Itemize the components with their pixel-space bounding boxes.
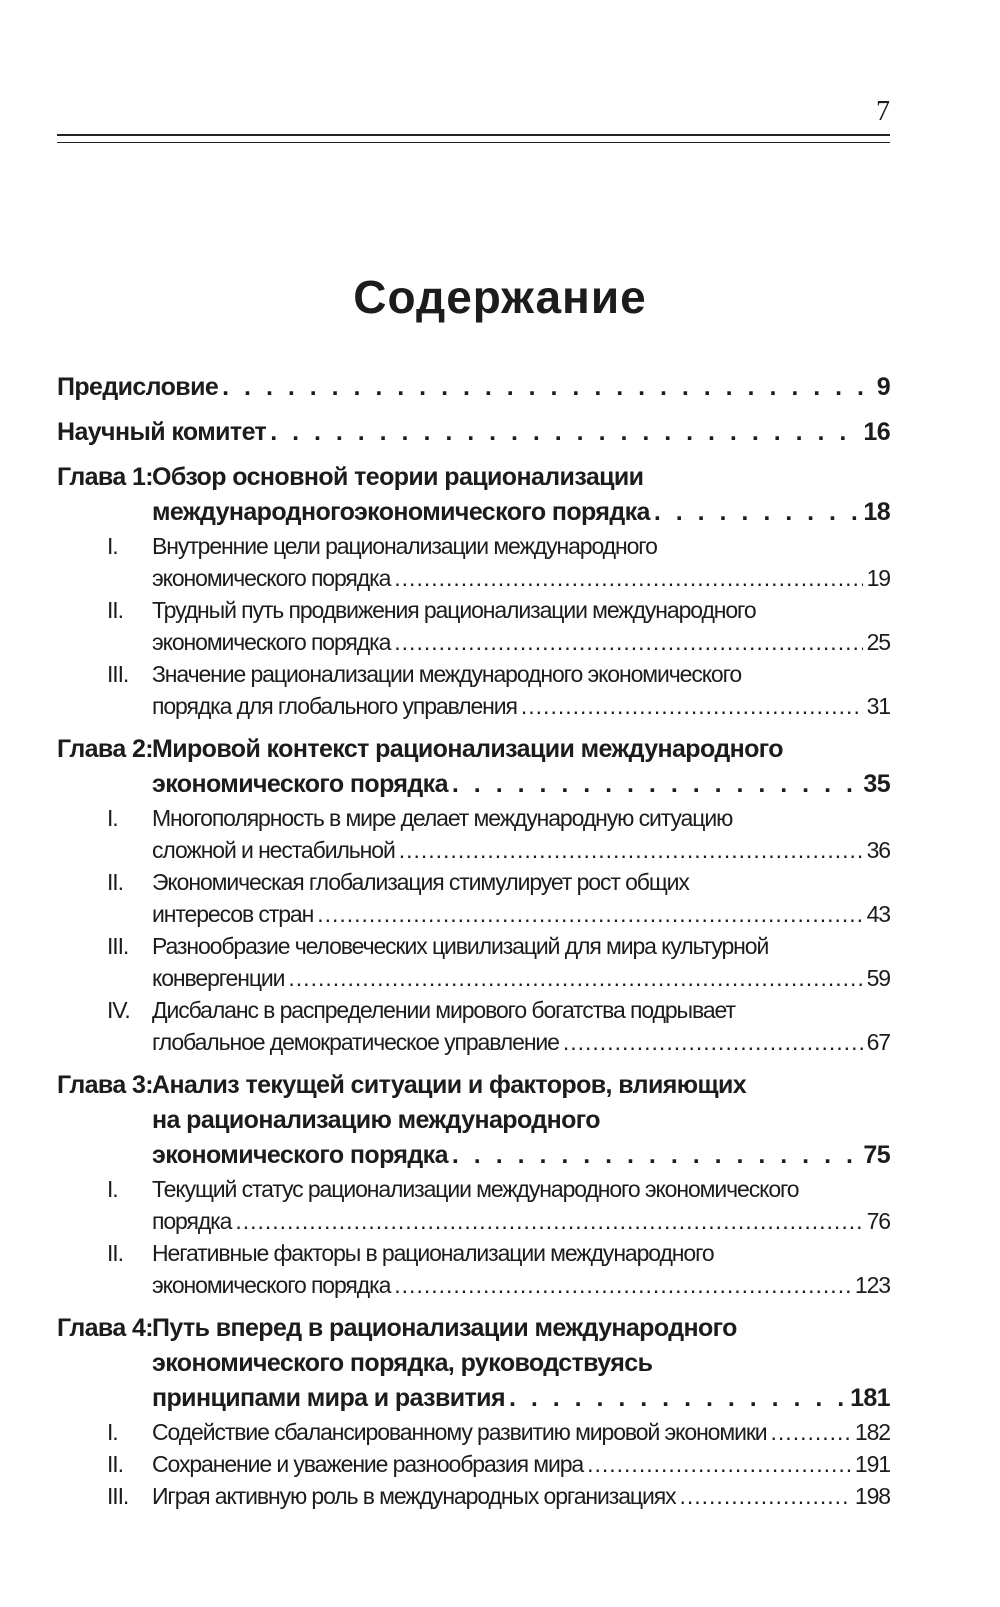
section-numeral: I. <box>107 1419 118 1445</box>
dot-leader <box>235 1205 862 1237</box>
toc-page-number: 9 <box>876 373 890 401</box>
section-title-line: Текущий статус рационализации международного экономического <box>152 1176 799 1202</box>
toc-page-number: 67 <box>866 1029 890 1055</box>
section-title-line: порядка <box>152 1208 232 1234</box>
toc-section-2-4[interactable] <box>57 994 890 1026</box>
dot-leader <box>399 834 863 866</box>
section-numeral: IV. <box>107 997 130 1023</box>
dot-leader <box>521 690 863 722</box>
toc-page-number: 35 <box>863 770 890 798</box>
section-numeral: II. <box>107 1240 123 1266</box>
dot-leader <box>654 495 860 530</box>
chapter-title-line: Обзор основной теории рационализации <box>152 463 644 491</box>
section-title-line: Дисбаланс в распределении мирового богатства подрывает <box>152 997 735 1023</box>
dot-leader <box>317 898 862 930</box>
section-numeral: II. <box>107 597 123 623</box>
section-title-line: Играя активную роль в международных организациях <box>152 1483 676 1509</box>
toc-section-3-2[interactable] <box>57 1237 890 1269</box>
dot-leader <box>679 1480 850 1512</box>
toc-section-2-3-cont[interactable] <box>57 962 890 994</box>
dot-leader <box>270 415 859 450</box>
toc-section-4-1[interactable] <box>57 1416 890 1448</box>
toc-chapter-3-line-1[interactable] <box>57 1068 890 1103</box>
toc-page-number: 16 <box>863 418 890 446</box>
section-title-line: порядка для глобального управления <box>152 693 517 719</box>
section-numeral: III. <box>107 933 129 959</box>
header-rule-thin <box>57 142 890 143</box>
toc-entry-preface[interactable] <box>57 370 890 405</box>
toc-section-2-1-cont[interactable] <box>57 834 890 866</box>
dot-leader <box>452 1138 859 1173</box>
toc-section-3-2-cont[interactable] <box>57 1269 890 1301</box>
toc-page-number: 36 <box>866 837 890 863</box>
toc-section-3-1-cont[interactable] <box>57 1205 890 1237</box>
toc-section-3-1[interactable] <box>57 1173 890 1205</box>
section-title-line: экономического порядка <box>152 1272 391 1298</box>
section-title-line: Разнообразие человеческих цивилизаций для мира культурной <box>152 933 769 959</box>
section-title-line: Трудный путь продвижения рационализации международного <box>152 597 756 623</box>
toc-section-1-1-cont[interactable] <box>57 562 890 594</box>
section-title-line: Значение рационализации международного экономического <box>152 661 742 687</box>
chapter-prefix: Глава 4: <box>57 1314 154 1342</box>
toc-section-4-2[interactable] <box>57 1448 890 1480</box>
toc-section-1-2[interactable] <box>57 594 890 626</box>
dot-leader <box>771 1416 851 1448</box>
section-title-line: Многополярность в мире делает международную ситуацию <box>152 805 733 831</box>
toc-page-number: 31 <box>866 693 890 719</box>
section-title-line: конвергенции <box>152 965 285 991</box>
dot-leader <box>394 562 862 594</box>
toc-title: Содержание <box>353 271 647 323</box>
toc-entry-committee[interactable] <box>57 415 890 450</box>
toc-page-number: 123 <box>854 1272 890 1298</box>
chapter-title-line: Анализ текущей ситуации и факторов, влияющих <box>152 1071 747 1099</box>
section-title-line: сложной и нестабильной <box>152 837 395 863</box>
toc-section-1-3-cont[interactable] <box>57 690 890 722</box>
dot-leader <box>509 1381 846 1416</box>
toc-section-2-3[interactable] <box>57 930 890 962</box>
section-title-line: Сохранение и уважение разнообразия мира <box>152 1451 584 1477</box>
chapter-title-line: экономического порядка, руководствуясь <box>152 1349 653 1377</box>
section-numeral: I. <box>107 533 118 559</box>
toc-page-number: 43 <box>866 901 890 927</box>
dot-leader <box>452 767 859 802</box>
chapter-title-line: Мировой контекст рационализации международного <box>152 735 783 763</box>
toc-entry-text: Предисловие <box>57 373 219 401</box>
section-title-line: глобальное демократическое управление <box>152 1029 559 1055</box>
toc-chapter-3-line-2[interactable] <box>57 1103 890 1138</box>
toc-section-1-1[interactable] <box>57 530 890 562</box>
dot-leader <box>222 370 873 405</box>
table-of-contents <box>57 370 890 1512</box>
toc-section-1-3[interactable] <box>57 658 890 690</box>
toc-page-number: 25 <box>866 629 890 655</box>
section-numeral: II. <box>107 1451 123 1477</box>
section-numeral: III. <box>107 661 129 687</box>
section-numeral: I. <box>107 1176 118 1202</box>
toc-page-number: 18 <box>863 498 890 526</box>
toc-section-1-2-cont[interactable] <box>57 626 890 658</box>
toc-page-number: 191 <box>854 1451 890 1477</box>
toc-entry-text: Научный комитет <box>57 418 267 446</box>
section-title-line: экономического порядка <box>152 629 391 655</box>
dot-leader <box>394 626 862 658</box>
toc-page-number: 182 <box>854 1419 890 1445</box>
dot-leader <box>563 1026 863 1058</box>
section-title-line: Содействие сбалансированному развитию мировой экономики <box>152 1419 767 1445</box>
chapter-prefix: Глава 3: <box>57 1071 154 1099</box>
toc-section-2-1[interactable] <box>57 802 890 834</box>
toc-chapter-2-line-1[interactable] <box>57 732 890 767</box>
section-numeral: I. <box>107 805 118 831</box>
chapter-prefix: Глава 1: <box>57 463 154 491</box>
section-numeral: II. <box>107 869 123 895</box>
dot-leader <box>587 1448 851 1480</box>
section-title-line: Негативные факторы в рационализации международного <box>152 1240 714 1266</box>
toc-page-number: 19 <box>866 565 890 591</box>
chapter-title-line: на рационализацию международного <box>152 1106 600 1134</box>
toc-chapter-4-line-3[interactable] <box>57 1381 890 1416</box>
chapter-title-line: международногоэкономического порядка <box>152 498 650 526</box>
section-title-line: экономического порядка <box>152 565 391 591</box>
toc-page-number: 75 <box>863 1141 890 1169</box>
toc-page-number: 198 <box>854 1483 890 1509</box>
chapter-title-line: экономического порядка <box>152 770 448 798</box>
toc-chapter-3-line-3[interactable] <box>57 1138 890 1173</box>
dot-leader <box>288 962 862 994</box>
toc-chapter-4-line-2[interactable] <box>57 1346 890 1381</box>
toc-section-2-2[interactable] <box>57 866 890 898</box>
section-numeral: III. <box>107 1483 129 1509</box>
toc-section-2-2-cont[interactable] <box>57 898 890 930</box>
toc-page-number: 59 <box>866 965 890 991</box>
toc-section-4-3[interactable] <box>57 1480 890 1512</box>
toc-page-number: 76 <box>866 1208 890 1234</box>
toc-chapter-1-line-2[interactable] <box>57 495 890 530</box>
chapter-prefix: Глава 2: <box>57 735 154 763</box>
header-rule-thick <box>57 134 890 136</box>
toc-section-2-4-cont[interactable] <box>57 1026 890 1058</box>
dot-leader <box>394 1269 851 1301</box>
chapter-title-line: экономического порядка <box>152 1141 448 1169</box>
toc-page-number: 181 <box>850 1384 890 1412</box>
toc-chapter-4-line-1[interactable] <box>57 1311 890 1346</box>
page-number: 7 <box>876 96 890 127</box>
section-title-line: интересов стран <box>152 901 314 927</box>
chapter-title-line: Путь вперед в рационализации международного <box>152 1314 737 1342</box>
toc-chapter-2-line-2[interactable] <box>57 767 890 802</box>
section-title-line: Внутренние цели рационализации международного <box>152 533 657 559</box>
chapter-title-line: принципами мира и развития <box>152 1384 505 1412</box>
section-title-line: Экономическая глобализация стимулирует рост общих <box>152 869 689 895</box>
toc-chapter-1-line-1[interactable] <box>57 460 890 495</box>
